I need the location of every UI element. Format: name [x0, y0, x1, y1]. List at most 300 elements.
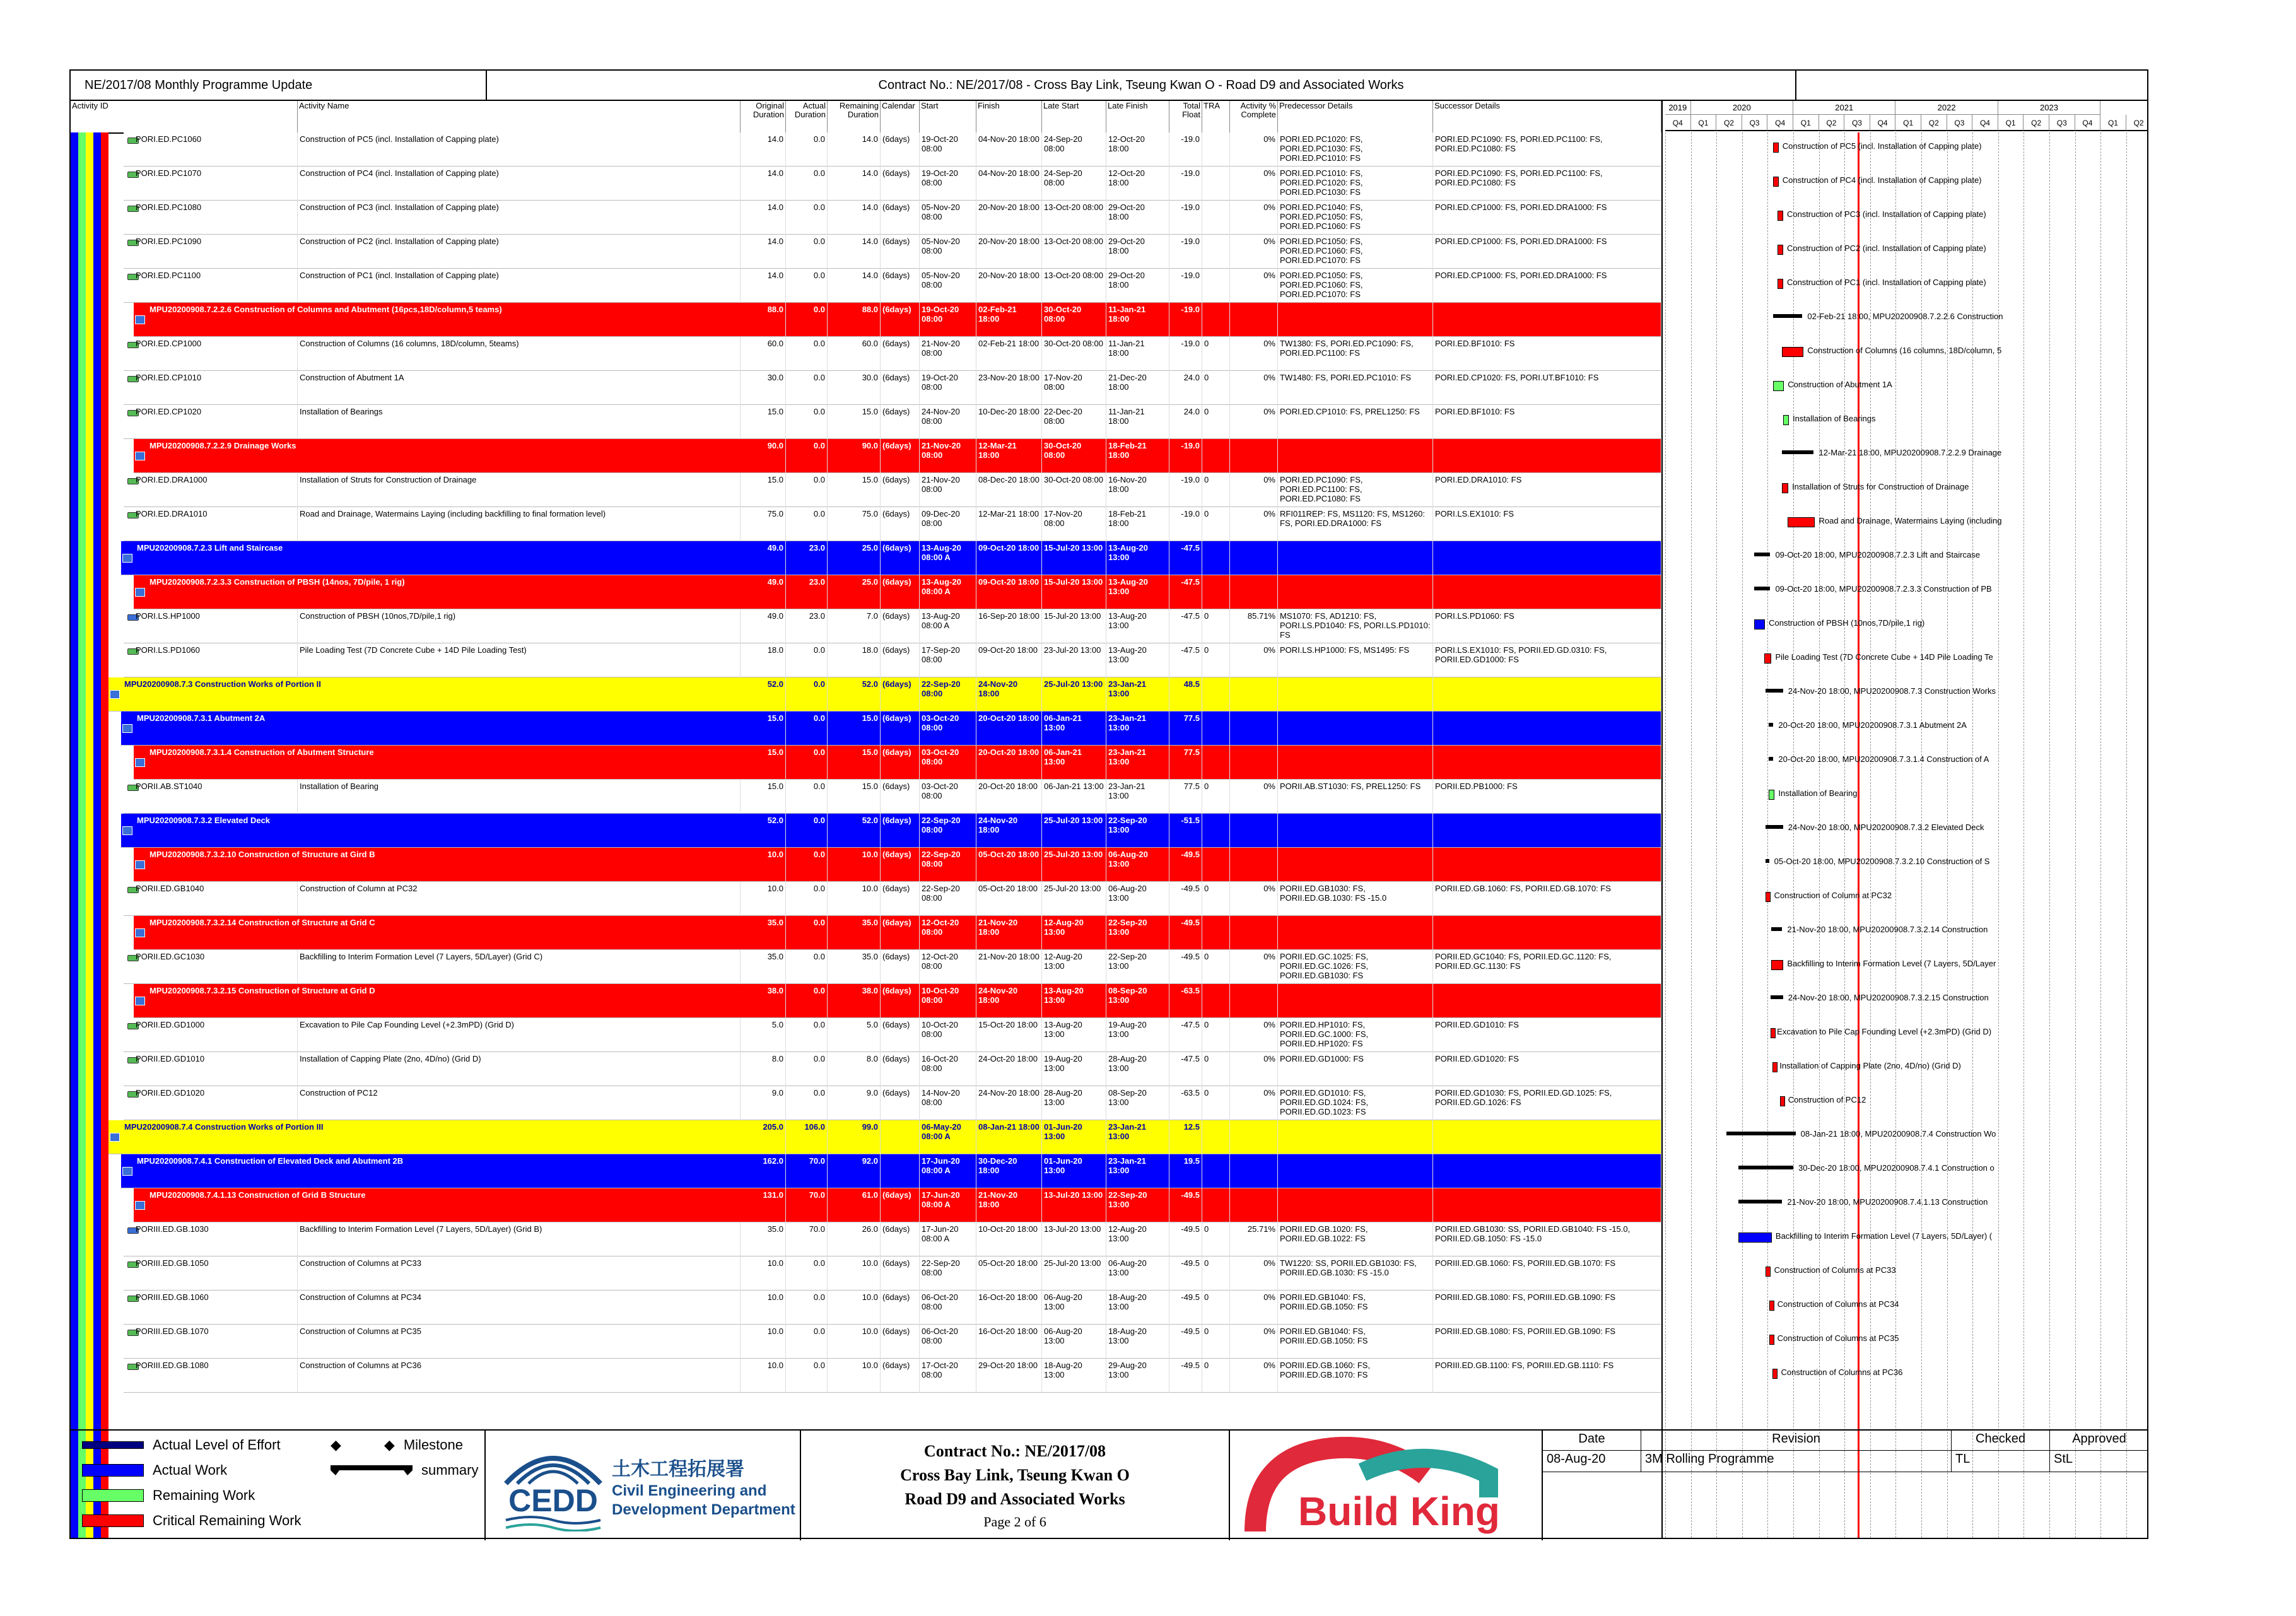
cell-od: 9.0 — [741, 1086, 786, 1120]
cell-ls: 25-Jul-20 13:00 — [1042, 814, 1106, 848]
cell-start: 03-Oct-20 08:00 — [920, 711, 976, 746]
cell-ad: 0.0 — [786, 371, 828, 405]
wbs-name: MPU20200908.7.3.2 Elevated Deck — [137, 816, 271, 825]
cell-lf: 12-Oct-20 18:00 — [1106, 132, 1169, 167]
cell-pct: 0% — [1230, 1291, 1278, 1325]
cell-tra: 0 — [1202, 1086, 1230, 1120]
cell-cal: (6days) — [881, 1359, 920, 1393]
wbs-summary-row[interactable] — [121, 1154, 1661, 1188]
cell-finish: 08-Dec-20 18:00 — [976, 473, 1042, 507]
cell-succ: PORIII.ED.GB.1060: FS, PORIII.ED.GB.1070: FS — [1433, 1256, 1661, 1291]
gantt-activity-bar[interactable] — [1766, 1267, 1771, 1277]
gantt-bar-label: Excavation to Pile Cap Founding Level (+2.3mPD) (Grid D) — [1777, 1027, 1992, 1036]
cell-tf: 77.5 — [1169, 711, 1202, 746]
col-late-finish[interactable]: Late Finish — [1106, 101, 1169, 132]
cell-cal: (6days) — [881, 882, 920, 916]
gantt-activity-bar[interactable] — [1773, 381, 1784, 391]
cell-ls: 28-Aug-20 13:00 — [1042, 1086, 1106, 1120]
wbs-node-icon[interactable] — [122, 724, 132, 733]
wbs-node-icon[interactable] — [122, 826, 132, 835]
gantt-summary-bar[interactable] — [1782, 450, 1813, 454]
header-blank — [1796, 71, 2148, 101]
cell-ad: 0.0 — [786, 201, 828, 235]
cell-succ: PORII.ED.GB1030: SS, PORII.ED.GB1040: FS -15.0, PORII.ED.GB.1050: FS -15.0 — [1433, 1222, 1661, 1256]
cell-cal: (6days) — [881, 643, 920, 677]
cell-lf: 06-Aug-20 13:00 — [1106, 848, 1169, 882]
cell-pred: TW1480: FS, PORI.ED.PC1010: FS — [1278, 371, 1433, 405]
col-activity-id[interactable]: Activity ID — [71, 101, 298, 132]
cell-tra: 0 — [1202, 1052, 1230, 1086]
wbs-node-icon[interactable] — [135, 315, 145, 324]
gantt-activity-bar[interactable] — [1772, 1369, 1778, 1379]
cell-rd: 8.0 — [828, 1052, 881, 1086]
cell-tra — [1202, 711, 1230, 746]
cell-succ: PORI.ED.PC1090: FS, PORI.ED.PC1100: FS, PORI.ED.PC1080: FS — [1433, 132, 1661, 167]
cell-pct: 0% — [1230, 643, 1278, 677]
cell-pred: PORII.ED.GC.1025: FS, PORII.ED.GC.1026: FS, PORII.ED.GB1030: FS — [1278, 950, 1433, 984]
cell-pct — [1230, 303, 1278, 337]
gantt-summary-bar[interactable] — [1769, 723, 1774, 727]
col-activity-pct[interactable]: Activity % Complete — [1230, 101, 1278, 132]
activity-row[interactable] — [124, 473, 1661, 507]
gantt-activity-bar[interactable] — [1783, 415, 1789, 425]
cell-succ: PORIII.ED.GB.1080: FS, PORIII.ED.GB.1090: FS — [1433, 1325, 1661, 1359]
cell-cal: (6days) — [881, 473, 920, 507]
wbs-summary-row[interactable] — [121, 814, 1661, 848]
cell-ad: 106.0 — [786, 1120, 828, 1154]
wbs-node-icon[interactable] — [122, 1167, 132, 1176]
col-calendar[interactable]: Calendar — [881, 101, 920, 132]
activity-row[interactable] — [124, 643, 1661, 677]
cell-id: PORI.LS.PD1060 — [134, 643, 298, 677]
cell-ls: 13-Oct-20 08:00 — [1042, 201, 1106, 235]
cell-succ: PORIII.ED.GB.1080: FS, PORIII.ED.GB.1090: FS — [1433, 1291, 1661, 1325]
activity-row[interactable] — [124, 1018, 1661, 1052]
col-original-duration[interactable]: Original Duration — [741, 101, 786, 132]
activity-row[interactable] — [124, 1291, 1661, 1325]
cell-start: 12-Oct-20 08:00 — [920, 916, 976, 950]
cell-name: Construction of Columns at PC35 — [298, 1325, 741, 1359]
cell-lf: 06-Aug-20 13:00 — [1106, 882, 1169, 916]
gantt-quarter: Q1 — [1793, 115, 1819, 131]
cedd-abbr: CEDD — [508, 1483, 598, 1518]
gantt-summary-bar[interactable] — [1773, 314, 1802, 318]
cell-ad: 0.0 — [786, 1359, 828, 1393]
wbs-summary-row[interactable] — [121, 711, 1661, 746]
legend-text: Remaining Work — [153, 1487, 255, 1503]
rev-desc: 3M Rolling Programme — [1641, 1451, 1952, 1472]
cell-start: 03-Oct-20 08:00 — [920, 746, 976, 780]
cell-cal: (6days) — [881, 371, 920, 405]
cell-ls: 01-Jun-20 13:00 — [1042, 1120, 1106, 1154]
wbs-summary-row[interactable] — [108, 1120, 1661, 1154]
cell-pred — [1278, 848, 1433, 882]
cell-ls: 01-Jun-20 13:00 — [1042, 1154, 1106, 1188]
cell-tra: 0 — [1202, 950, 1230, 984]
cell-ls: 06-Jan-21 13:00 — [1042, 780, 1106, 814]
gantt-activity-bar[interactable] — [1771, 1028, 1776, 1038]
wbs-band-red — [101, 132, 108, 1538]
wbs-summary-row[interactable] — [134, 746, 1661, 780]
wbs-summary-row[interactable] — [134, 303, 1661, 337]
cell-ls: 13-Jul-20 13:00 — [1042, 1222, 1106, 1256]
wbs-node-icon[interactable] — [135, 1201, 145, 1210]
wbs-node-icon[interactable] — [110, 690, 120, 699]
cell-lf: 11-Jan-21 18:00 — [1106, 337, 1169, 371]
cell-od: 14.0 — [741, 269, 786, 303]
activity-row[interactable] — [124, 167, 1661, 201]
cell-ad: 0.0 — [786, 167, 828, 201]
activity-row[interactable] — [124, 507, 1661, 541]
cell-pred: PORI.LS.HP1000: FS, MS1495: FS — [1278, 643, 1433, 677]
wbs-summary-row[interactable] — [134, 575, 1661, 609]
cell-pct — [1230, 1188, 1278, 1222]
cell-finish: 21-Nov-20 18:00 — [976, 950, 1042, 984]
cell-tf: -19.0 — [1169, 269, 1202, 303]
gantt-gridline — [2049, 132, 2050, 1538]
activity-row[interactable] — [124, 269, 1661, 303]
cell-ad: 0.0 — [786, 269, 828, 303]
cedd-line2: Development Department — [612, 1501, 795, 1518]
cell-rd: 14.0 — [828, 132, 881, 167]
col-activity-name[interactable]: Activity Name — [298, 101, 741, 132]
cell-ls: 06-Jan-21 13:00 — [1042, 711, 1106, 746]
gantt-quarter: Q3 — [1947, 115, 1973, 131]
wbs-band-green — [78, 132, 86, 1538]
cell-start: 10-Oct-20 08:00 — [920, 1018, 976, 1052]
gantt-gridline — [1716, 132, 1717, 1538]
col-late-start[interactable]: Late Start — [1042, 101, 1106, 132]
cell-pred: PORI.ED.PC1050: FS, PORI.ED.PC1060: FS, PORI.ED.PC1070: FS — [1278, 269, 1433, 303]
gantt-summary-bar[interactable] — [1738, 1200, 1782, 1203]
cell-ad: 23.0 — [786, 541, 828, 575]
col-successor[interactable]: Successor Details — [1433, 101, 1661, 132]
wbs-name: MPU20200908.7.3.1 Abutment 2A — [137, 713, 266, 723]
cell-tf: -47.5 — [1169, 575, 1202, 609]
cell-succ: PORI.LS.EX1010: FS — [1433, 507, 1661, 541]
gantt-quarter: Q4 — [1870, 115, 1896, 131]
cell-ad: 0.0 — [786, 848, 828, 882]
gantt-bar-label: Pile Loading Test (7D Concrete Cube + 14D Pile Loading Te — [1775, 652, 1993, 662]
wbs-summary-row[interactable] — [134, 984, 1661, 1018]
wbs-summary-row[interactable] — [134, 439, 1661, 473]
gantt-activity-bar[interactable] — [1788, 517, 1815, 527]
wbs-summary-row[interactable] — [134, 1188, 1661, 1222]
gantt-activity-bar[interactable] — [1782, 347, 1803, 357]
cell-ad: 0.0 — [786, 984, 828, 1018]
wbs-summary-row[interactable] — [134, 848, 1661, 882]
legend-swatch-navy — [82, 1441, 144, 1449]
footer — [69, 1429, 2148, 1540]
cell-od: 14.0 — [741, 167, 786, 201]
cell-start: 17-Jun-20 08:00 A — [920, 1222, 976, 1256]
gantt-activity-bar[interactable] — [1769, 1335, 1774, 1345]
cell-id: PORI.ED.PC1090 — [134, 235, 298, 269]
wbs-node-icon[interactable] — [135, 758, 145, 767]
gantt-summary-bar[interactable] — [1754, 553, 1770, 556]
cell-pct: 0% — [1230, 1359, 1278, 1393]
cell-tra — [1202, 814, 1230, 848]
cell-finish: 05-Oct-20 18:00 — [976, 882, 1042, 916]
cell-rd: 10.0 — [828, 1359, 881, 1393]
cell-cal: (6days) — [881, 711, 920, 746]
cell-id: PORI.ED.DRA1000 — [134, 473, 298, 507]
cell-lf: 13-Aug-20 13:00 — [1106, 643, 1169, 677]
cell-cal: (6days) — [881, 609, 920, 643]
gantt-chart — [1661, 101, 2148, 1538]
activity-row[interactable] — [124, 405, 1661, 439]
gantt-summary-bar[interactable] — [1726, 1132, 1795, 1135]
cell-lf: 29-Aug-20 13:00 — [1106, 1359, 1169, 1393]
activity-row[interactable] — [124, 337, 1661, 371]
page-frame — [69, 69, 2148, 1539]
cell-pred: PORI.ED.PC1090: FS, PORI.ED.PC1100: FS, PORI.ED.PC1080: FS — [1278, 473, 1433, 507]
cell-id: PORI.ED.CP1000 — [134, 337, 298, 371]
cell-ls: 12-Aug-20 13:00 — [1042, 916, 1106, 950]
cell-pred: PORI.ED.CP1010: FS, PREL1250: FS — [1278, 405, 1433, 439]
gantt-bar-label: Road and Drainage, Watermains Laying (including — [1819, 516, 2002, 525]
cell-cal: (6days) — [881, 269, 920, 303]
cell-cal: (6days) — [881, 1256, 920, 1291]
cell-ls: 19-Aug-20 13:00 — [1042, 1052, 1106, 1086]
cell-ad: 0.0 — [786, 507, 828, 541]
cell-rd: 15.0 — [828, 746, 881, 780]
gantt-summary-bar[interactable] — [1771, 927, 1783, 931]
cell-rd: 35.0 — [828, 950, 881, 984]
cell-rd: 52.0 — [828, 677, 881, 711]
wbs-node-icon[interactable] — [135, 860, 145, 869]
cell-id: PORIII.ED.GB.1080 — [134, 1359, 298, 1393]
cell-od: 38.0 — [741, 984, 786, 1018]
cell-pct: 0% — [1230, 473, 1278, 507]
wbs-name: MPU20200908.7.3.1.4 Construction of Abutment Structure — [149, 747, 374, 757]
contract-block — [801, 1431, 1230, 1540]
wbs-band-yellow — [86, 132, 93, 1538]
wbs-summary-row[interactable] — [108, 677, 1661, 711]
gantt-activity-bar[interactable] — [1773, 143, 1779, 153]
gantt-gridline — [1998, 132, 1999, 1538]
gantt-summary-bar[interactable] — [1766, 825, 1783, 829]
activity-row[interactable] — [124, 235, 1661, 269]
cell-od: 10.0 — [741, 882, 786, 916]
cell-lf: 12-Oct-20 18:00 — [1106, 167, 1169, 201]
gantt-activity-bar[interactable] — [1778, 211, 1783, 221]
gantt-bar-label: 12-Mar-21 18:00, MPU20200908.7.2.2.9 Drainage — [1819, 448, 2002, 457]
cell-finish: 04-Nov-20 18:00 — [976, 132, 1042, 167]
cell-finish: 20-Nov-20 18:00 — [976, 269, 1042, 303]
gantt-activity-bar[interactable] — [1782, 483, 1788, 493]
gantt-activity-bar[interactable] — [1772, 1062, 1778, 1072]
col-tra[interactable]: TRA — [1202, 101, 1230, 132]
wbs-node-icon[interactable] — [110, 1133, 120, 1142]
cell-start: 05-Nov-20 08:00 — [920, 269, 976, 303]
activity-row[interactable] — [124, 201, 1661, 235]
cell-ls: 06-Aug-20 13:00 — [1042, 1291, 1106, 1325]
activity-row[interactable] — [124, 1325, 1661, 1359]
cell-pred: PORII.ED.HP1010: FS, PORII.ED.GC.1000: FS, PORII.ED.HP1020: FS — [1278, 1018, 1433, 1052]
cell-start: 09-Dec-20 08:00 — [920, 507, 976, 541]
cell-lf: 18-Aug-20 13:00 — [1106, 1291, 1169, 1325]
cell-pct: 0% — [1230, 882, 1278, 916]
gantt-activity-bar[interactable] — [1769, 1301, 1774, 1311]
cell-ls: 17-Nov-20 08:00 — [1042, 371, 1106, 405]
cell-od: 205.0 — [741, 1120, 786, 1154]
gantt-activity-bar[interactable] — [1754, 619, 1765, 629]
gantt-summary-bar[interactable] — [1754, 587, 1770, 590]
cell-ad: 0.0 — [786, 337, 828, 371]
wbs-node-icon[interactable] — [135, 997, 145, 1005]
cell-tra: 0 — [1202, 882, 1230, 916]
cell-cal: (6days) — [881, 814, 920, 848]
cell-ad: 0.0 — [786, 711, 828, 746]
cell-ad: 0.0 — [786, 677, 828, 711]
cell-od: 15.0 — [741, 780, 786, 814]
gantt-gridline — [1844, 132, 1845, 1538]
cell-pred: PORII.ED.GD1000: FS — [1278, 1052, 1433, 1086]
cell-finish: 20-Oct-20 18:00 — [976, 711, 1042, 746]
activity-row[interactable] — [124, 780, 1661, 814]
cell-pct — [1230, 848, 1278, 882]
gantt-bar-label: Construction of Columns at PC34 — [1777, 1299, 1899, 1309]
summary-bar-icon — [331, 1464, 413, 1477]
wbs-node-icon[interactable] — [135, 588, 145, 597]
cell-cal: (6days) — [881, 1018, 920, 1052]
gantt-quarter: Q2 — [1819, 115, 1845, 131]
cell-name: Backfilling to Interim Formation Level (7 Layers, 5D/Layer) (Grid B) — [298, 1222, 741, 1256]
cell-pct: 0% — [1230, 132, 1278, 167]
cell-pred: PORII.ED.GB1030: FS, PORII.ED.GB.1030: FS -15.0 — [1278, 882, 1433, 916]
wbs-summary-row[interactable] — [134, 916, 1661, 950]
cell-lf: 23-Jan-21 13:00 — [1106, 677, 1169, 711]
cell-tra: 0 — [1202, 405, 1230, 439]
gantt-activity-bar[interactable] — [1778, 245, 1783, 255]
cell-lf: 11-Jan-21 18:00 — [1106, 405, 1169, 439]
gantt-activity-bar[interactable] — [1766, 892, 1771, 902]
activity-row[interactable] — [124, 1359, 1661, 1393]
wbs-band-blue-2 — [93, 132, 101, 1538]
gantt-summary-bar[interactable] — [1766, 689, 1783, 693]
cell-pct — [1230, 746, 1278, 780]
cell-tra: 0 — [1202, 337, 1230, 371]
cell-succ: PORI.ED.CP1020: FS, PORI.UT.BF1010: FS — [1433, 371, 1661, 405]
cell-name: Road and Drainage, Watermains Laying (including backfilling to final formation level) — [298, 507, 741, 541]
cell-finish: 20-Nov-20 18:00 — [976, 235, 1042, 269]
gantt-bar-label: Construction of Columns at PC33 — [1774, 1265, 1896, 1275]
cell-start: 17-Jun-20 08:00 A — [920, 1188, 976, 1222]
gantt-activity-bar[interactable] — [1769, 790, 1775, 800]
activity-row[interactable] — [124, 1256, 1661, 1291]
cell-id: PORIII.ED.GB.1070 — [134, 1325, 298, 1359]
cell-lf: 18-Feb-21 18:00 — [1106, 439, 1169, 473]
contract-line2: Cross Bay Link, Tseung Kwan O — [900, 1466, 1130, 1484]
cell-finish: 24-Nov-20 18:00 — [976, 984, 1042, 1018]
cell-tra — [1202, 746, 1230, 780]
legend-remaining-work — [82, 1487, 255, 1504]
cell-finish: 24-Oct-20 18:00 — [976, 1052, 1042, 1086]
activity-row[interactable] — [124, 1052, 1661, 1086]
gantt-quarter: Q1 — [1998, 115, 2024, 131]
cell-succ: PORI.ED.CP1000: FS, PORI.ED.DRA1000: FS — [1433, 235, 1661, 269]
wbs-node-icon[interactable] — [135, 928, 145, 937]
gantt-activity-bar[interactable] — [1773, 177, 1779, 187]
wbs-summary-row[interactable] — [121, 541, 1661, 575]
cell-id: PORI.ED.PC1080 — [134, 201, 298, 235]
cell-pct — [1230, 1120, 1278, 1154]
cell-cal — [881, 1154, 920, 1188]
gantt-summary-bar[interactable] — [1766, 859, 1769, 863]
cell-rd: 10.0 — [828, 848, 881, 882]
cell-ad: 0.0 — [786, 1325, 828, 1359]
activity-row[interactable] — [124, 132, 1661, 167]
wbs-node-icon[interactable] — [135, 452, 145, 460]
wbs-node-icon[interactable] — [122, 554, 132, 563]
activity-row[interactable] — [124, 882, 1661, 916]
cell-od: 35.0 — [741, 916, 786, 950]
wbs-name: MPU20200908.7.2.3.3 Construction of PBSH (14nos, 7D/pile, 1 rig) — [149, 577, 405, 587]
col-start[interactable]: Start — [920, 101, 976, 132]
page-number: Page 2 of 6 — [983, 1514, 1046, 1530]
rev-h-checked: Checked — [1952, 1431, 2050, 1451]
gantt-summary-bar[interactable] — [1771, 995, 1783, 999]
cell-finish: 02-Feb-21 18:00 — [976, 337, 1042, 371]
cell-tf: -49.5 — [1169, 1222, 1202, 1256]
gantt-activity-bar[interactable] — [1778, 279, 1783, 289]
col-predecessor[interactable]: Predecessor Details — [1278, 101, 1433, 132]
col-total-float[interactable]: Total Float — [1169, 101, 1202, 132]
cell-ls: 22-Dec-20 08:00 — [1042, 405, 1106, 439]
cell-finish: 24-Nov-20 18:00 — [976, 1086, 1042, 1120]
cell-cal: (6days) — [881, 337, 920, 371]
wbs-name: MPU20200908.7.4.1 Construction of Elevated Deck and Abutment 2B — [137, 1156, 404, 1166]
rev-checked: TL — [1952, 1451, 2050, 1472]
activity-row[interactable] — [124, 950, 1661, 984]
gantt-activity-bar[interactable] — [1764, 653, 1772, 664]
revision-block — [1543, 1431, 2148, 1540]
cell-ad: 0.0 — [786, 1086, 828, 1120]
activity-row[interactable] — [124, 609, 1661, 643]
cell-tra — [1202, 303, 1230, 337]
cell-ls: 30-Oct-20 08:00 — [1042, 337, 1106, 371]
cell-tf: -19.0 — [1169, 167, 1202, 201]
gantt-summary-bar[interactable] — [1738, 1166, 1793, 1169]
col-actual-duration[interactable]: Actual Duration — [786, 101, 828, 132]
cell-finish: 09-Oct-20 18:00 — [976, 575, 1042, 609]
gantt-activity-bar[interactable] — [1738, 1232, 1772, 1243]
activity-row[interactable] — [124, 1086, 1661, 1120]
cell-tra — [1202, 677, 1230, 711]
cell-od: 15.0 — [741, 746, 786, 780]
cell-finish: 10-Dec-20 18:00 — [976, 405, 1042, 439]
wbs-name: MPU20200908.7.3.2.15 Construction of Structure at Grid D — [149, 986, 375, 995]
cell-pred — [1278, 1154, 1433, 1188]
col-remaining-duration[interactable]: Remaining Duration — [828, 101, 881, 132]
activity-row[interactable] — [124, 371, 1661, 405]
gantt-activity-bar[interactable] — [1780, 1096, 1785, 1106]
cell-succ — [1433, 1120, 1661, 1154]
cell-pct: 0% — [1230, 1325, 1278, 1359]
cell-lf: 13-Aug-20 13:00 — [1106, 609, 1169, 643]
rev-approved: StL — [2050, 1451, 2148, 1472]
cell-pred — [1278, 541, 1433, 575]
cell-succ: PORII.ED.PB1000: FS — [1433, 780, 1661, 814]
col-finish[interactable]: Finish — [976, 101, 1042, 132]
gantt-activity-bar[interactable] — [1771, 960, 1784, 970]
cell-cal: (6days) — [881, 201, 920, 235]
activity-row[interactable] — [124, 1222, 1661, 1256]
gantt-summary-bar[interactable] — [1769, 757, 1774, 761]
cell-od: 49.0 — [741, 609, 786, 643]
cell-lf: 29-Oct-20 18:00 — [1106, 201, 1169, 235]
